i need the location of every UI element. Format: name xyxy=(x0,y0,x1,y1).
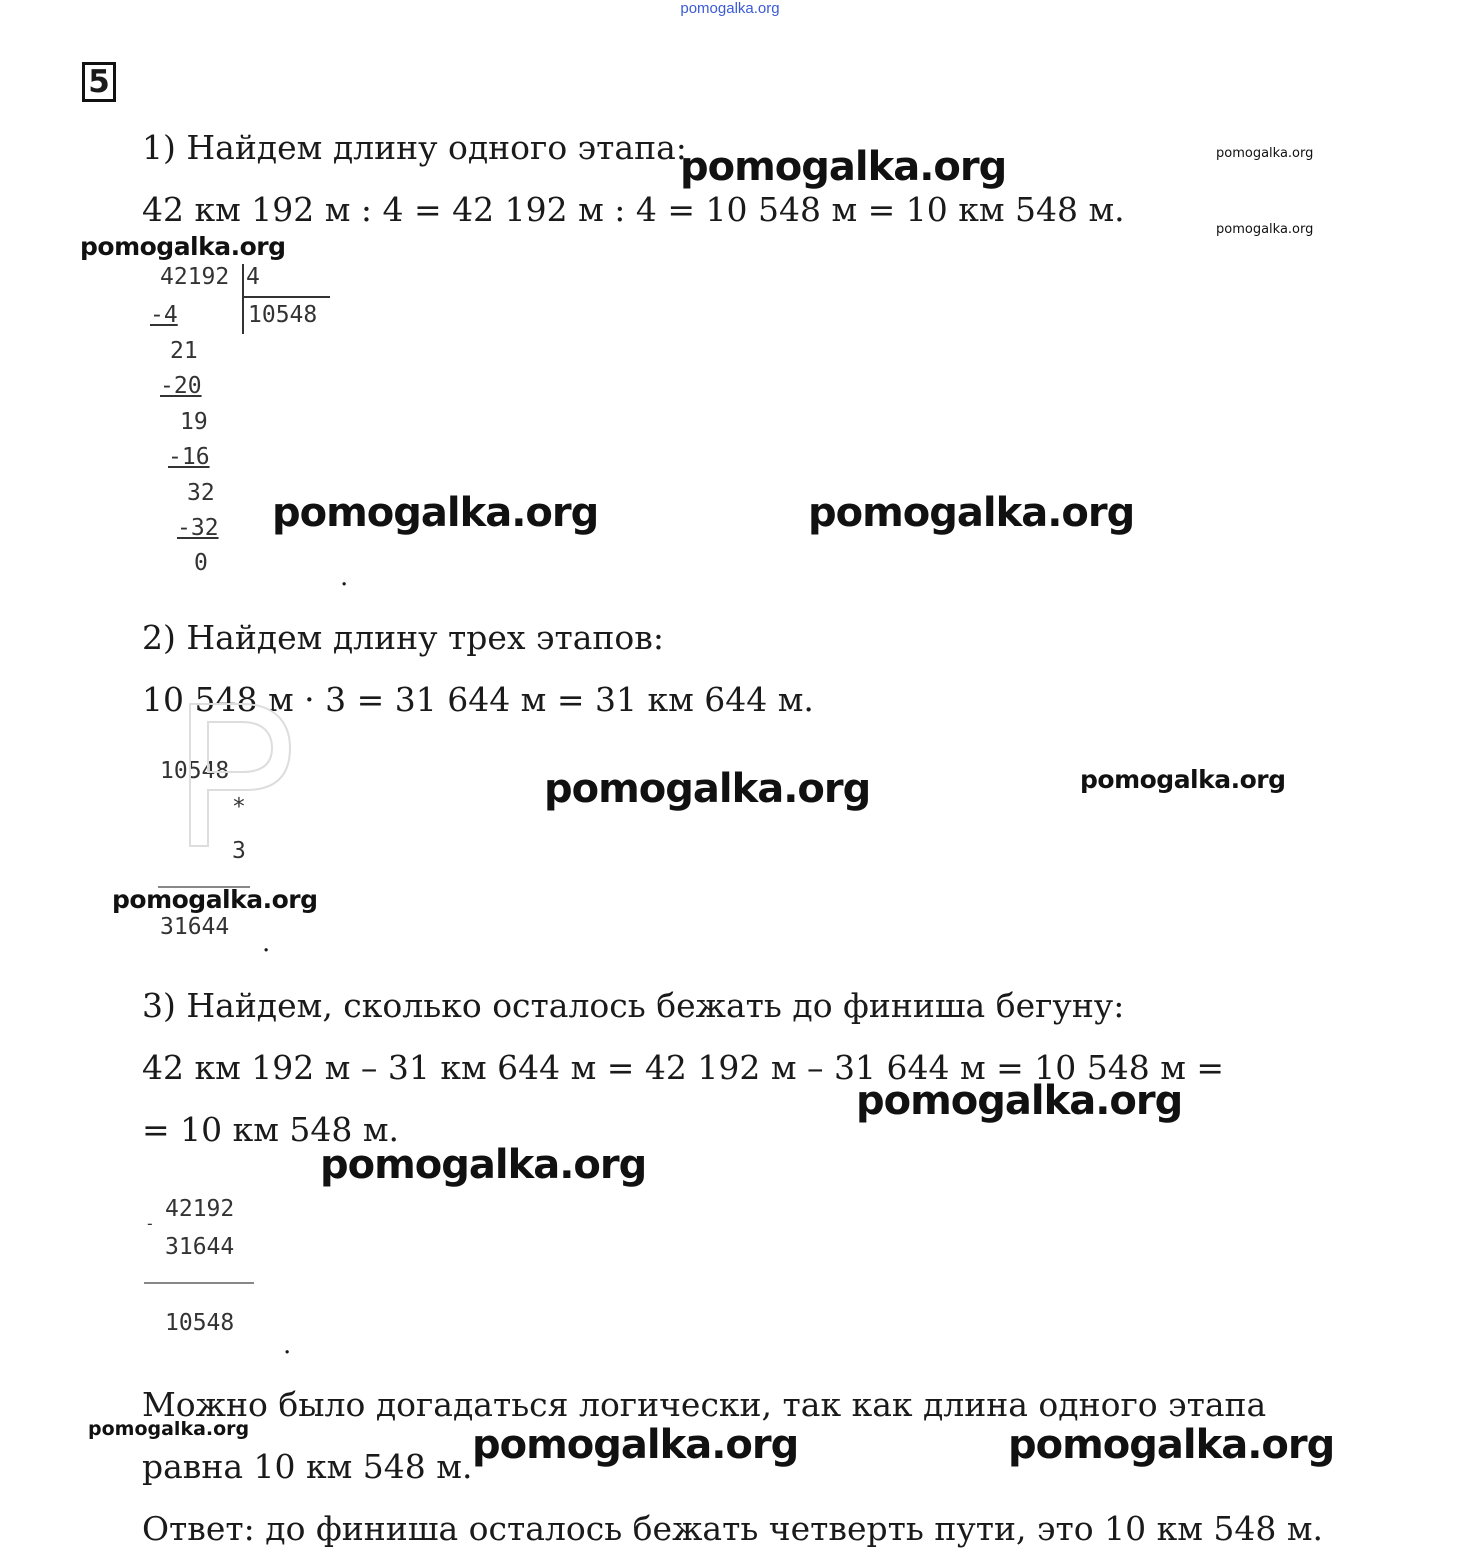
task-number: 5 xyxy=(82,62,116,102)
top-watermark: pomogalka.org xyxy=(680,0,780,17)
watermark: pomogalka.org xyxy=(112,885,318,914)
step1-heading: 1) Найдем длину одного этапа: xyxy=(142,128,687,167)
division-row: -16 xyxy=(168,444,210,470)
dot: . xyxy=(262,928,271,958)
multiplication-top: 10548 xyxy=(160,758,230,784)
subtraction-result: 10548 xyxy=(165,1310,235,1336)
division-quotient: 10548 xyxy=(248,302,318,328)
division-row: -20 xyxy=(160,373,202,399)
division-horizontal-line xyxy=(242,296,330,298)
division-row: -32 xyxy=(177,515,219,541)
step3-heading: 3) Найдем, сколько осталось бежать до финиша бегуну: xyxy=(142,986,1125,1025)
dot: . xyxy=(340,562,349,592)
division-row: 32 xyxy=(187,480,215,506)
watermark: pomogalka.org xyxy=(680,144,1007,190)
step3-equation-line2: = 10 км 548 м. xyxy=(142,1110,400,1149)
division-dividend: 42192 xyxy=(160,264,230,290)
watermark: pomogalka.org xyxy=(88,1418,250,1440)
watermark: pomogalka.org xyxy=(272,490,599,536)
watermark: pomogalka.org xyxy=(80,232,286,261)
subtraction-bottom: 31644 xyxy=(165,1234,235,1260)
step2-heading: 2) Найдем длину трех этапов: xyxy=(142,618,664,657)
watermark: pomogalka.org xyxy=(1008,1422,1335,1468)
division-row: 0 xyxy=(194,550,208,576)
conclusion-line1: Можно было догадаться логически, так как длина одного этапа xyxy=(142,1385,1267,1424)
division-divisor: 4 xyxy=(246,264,260,290)
watermark: pomogalka.org xyxy=(1216,222,1314,237)
watermark: pomogalka.org xyxy=(472,1422,799,1468)
step2-equation: 10 548 м · 3 = 31 644 м = 31 км 644 м. xyxy=(142,680,814,719)
subtraction-sign: - xyxy=(145,1214,155,1233)
watermark: pomogalka.org xyxy=(856,1078,1183,1124)
watermark: pomogalka.org xyxy=(808,490,1135,536)
watermark: pomogalka.org xyxy=(1216,146,1314,161)
multiplication-sign: * xyxy=(232,794,246,820)
step3-equation-line1: 42 км 192 м – 31 км 644 м = 42 192 м – 31 644 м = 10 548 м = xyxy=(142,1048,1225,1087)
division-row: -4 xyxy=(150,302,178,328)
division-row: 21 xyxy=(170,338,198,364)
watermark: pomogalka.org xyxy=(544,766,871,812)
watermark: pomogalka.org xyxy=(1080,765,1286,794)
conclusion-line2: равна 10 км 548 м. xyxy=(142,1447,473,1486)
answer: Ответ: до финиша осталось бежать четверть пути, это 10 км 548 м. xyxy=(142,1509,1323,1548)
multiplication-factor: 3 xyxy=(232,838,246,864)
dot: . xyxy=(283,1330,292,1360)
subtraction-top: 42192 xyxy=(165,1196,235,1222)
division-vertical-line xyxy=(242,264,244,334)
subtraction-line xyxy=(144,1282,254,1284)
division-row: 19 xyxy=(180,409,208,435)
step1-equation: 42 км 192 м : 4 = 42 192 м : 4 = 10 548 м = 10 км 548 м. xyxy=(142,190,1125,229)
multiplication-result: 31644 xyxy=(160,914,230,940)
faint-r-shape xyxy=(186,700,296,850)
watermark: pomogalka.org xyxy=(320,1142,647,1188)
